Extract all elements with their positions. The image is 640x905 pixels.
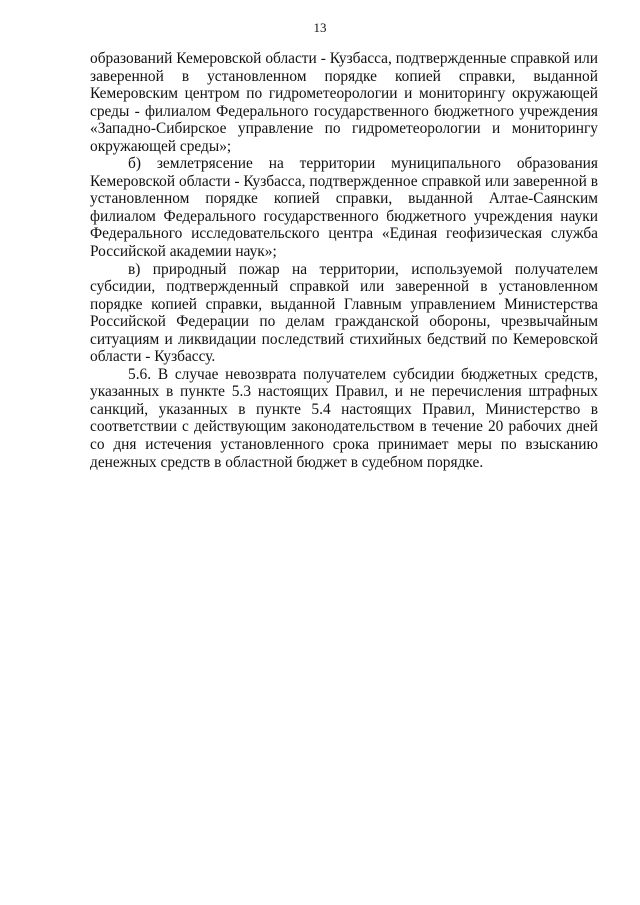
document-body (90, 50, 598, 471)
paragraph-earthquake: б) землетрясение на территории муниципального образования Кемеровской области - Кузбасса, подтвержденное справкой или заверенной в установленном порядке копией справки, выданной Алтае-Саянским филиалом Федерального государственного бюджетного учреждения науки Федерального исследовательского центра «Единая геофизическая служба Российской академии наук»; (90, 155, 598, 261)
paragraph-wildfire: в) природный пожар на территории, используемой получателем субсидии, подтвержденный справкой или заверенной в установленном порядке копией справки, выданной Главным управлением Министерства Российской Федерации по делам гражданской обороны, чрезвычайным ситуациям и ликвидации последствий стихийных бедствий по Кемеровской области - Кузбассу. (90, 260, 598, 366)
paragraph-5-6: 5.6. В случае невозврата получателем субсидии бюджетных средств, указанных в пункте 5.3 настоящих Правил, и не перечисления штрафных санкций, указанных в пункте 5.4 настоящих Правил, Министерство в соответствии с действующим законодательством в течение 20 рабочих дней со дня истечения установленного срока принимает меры по взысканию денежных средств в областной бюджет в судебном порядке. (90, 365, 598, 471)
page-number: 13 (313, 20, 327, 35)
paragraph-continuation: образований Кемеровской области - Кузбасса, подтвержденные справкой или заверенной в установленном порядке копией справки, выданной Кемеровским центром по гидрометеорологии и мониторингу окружающей среды - филиалом Федерального государственного бюджетного учреждения «Западно-Сибирское управление по гидрометеорологии и мониторингу окружающей среды»; (90, 50, 598, 155)
